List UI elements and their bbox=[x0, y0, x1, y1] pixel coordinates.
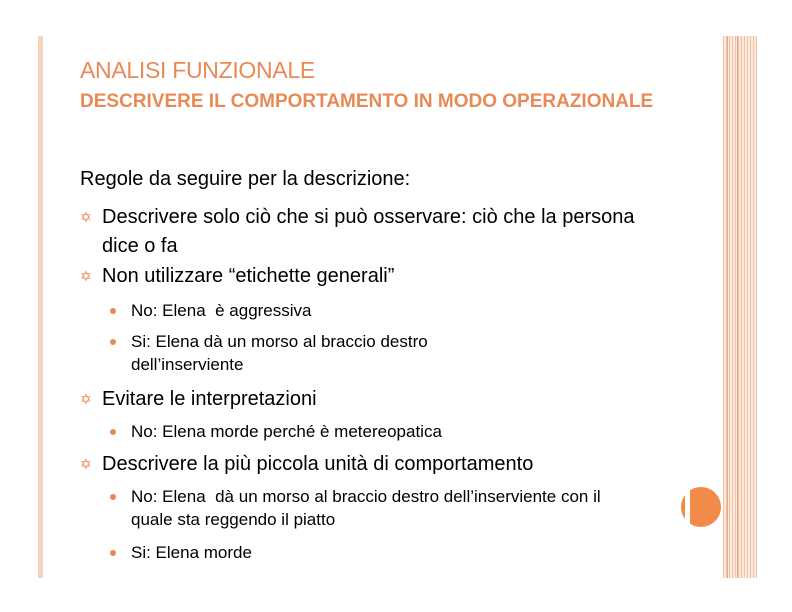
right-band-line bbox=[737, 36, 738, 578]
sub-text: Si: Elena morde bbox=[131, 543, 252, 562]
right-decorative-band bbox=[723, 36, 757, 578]
rule-text: Non utilizzare “etichette generali” bbox=[102, 265, 395, 287]
sub-text: No: Elena morde perché è metereopatica bbox=[131, 422, 442, 441]
rule-text: Descrivere la più piccola unità di comportamento bbox=[102, 453, 534, 475]
left-decorative-bar bbox=[38, 36, 43, 578]
circle-accent-cut bbox=[685, 487, 690, 527]
dot-bullet-icon bbox=[110, 429, 116, 435]
dot-bullet-icon bbox=[110, 494, 116, 500]
intro-text: Regole da seguire per la descrizione: bbox=[80, 168, 411, 190]
rule-text: Evitare le interpretazioni bbox=[102, 388, 317, 410]
sub-text: Si: Elena dà un morso al braccio destro dell’inserviente bbox=[131, 332, 428, 374]
sub-text: No: Elena è aggressiva bbox=[131, 301, 312, 320]
star-bullet-icon: ✡ bbox=[80, 456, 92, 472]
star-bullet-icon: ✡ bbox=[80, 268, 92, 284]
sub-text: No: Elena dà un morso al braccio destro dell’inserviente con il quale sta reggendo il piatto bbox=[131, 487, 606, 529]
slide-subtitle: DESCRIVERE IL COMPORTAMENTO IN MODO OPERAZIONALE bbox=[80, 91, 654, 112]
star-bullet-icon: ✡ bbox=[80, 209, 92, 225]
star-bullet-icon: ✡ bbox=[80, 391, 92, 407]
dot-bullet-icon bbox=[110, 308, 116, 314]
dot-bullet-icon bbox=[110, 339, 116, 345]
slide-title: ANALISI FUNZIONALE bbox=[80, 57, 315, 83]
rule-text: Descrivere solo ciò che si può osservare: ciò che la persona dice o fa bbox=[102, 206, 635, 257]
dot-bullet-icon bbox=[110, 550, 116, 556]
right-band-line bbox=[727, 36, 728, 578]
